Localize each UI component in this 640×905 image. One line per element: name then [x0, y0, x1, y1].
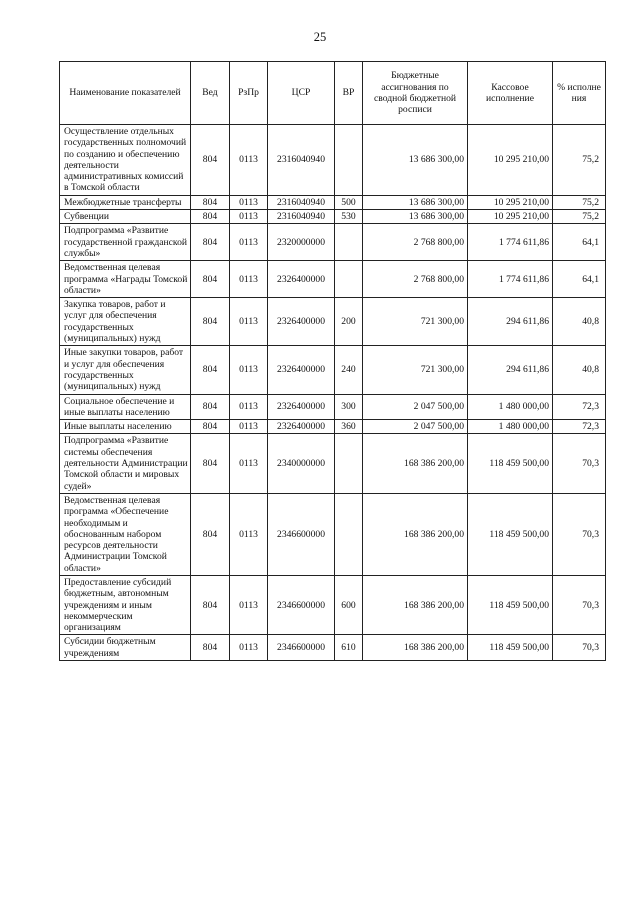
row-name: Ведомственная целевая программа «Награды Томской области» — [60, 261, 191, 298]
row-percent: 64,1 — [553, 261, 606, 298]
row-percent: 72,3 — [553, 394, 606, 420]
row-vr — [335, 125, 363, 196]
row-name: Субвенции — [60, 210, 191, 224]
row-percent: 75,2 — [553, 210, 606, 224]
row-ved: 804 — [191, 298, 230, 346]
row-budget: 721 300,00 — [363, 346, 468, 394]
header-rzpr: РзПр — [230, 62, 268, 125]
row-cash: 10 295 210,00 — [468, 210, 553, 224]
table-row — [60, 493, 606, 575]
row-csr: 2346600000 — [268, 575, 335, 634]
row-cash: 1 774 611,86 — [468, 261, 553, 298]
row-name: Иные выплаты населению — [60, 420, 191, 434]
row-rzpr: 0113 — [230, 210, 268, 224]
row-rzpr: 0113 — [230, 394, 268, 420]
row-csr: 2316040940 — [268, 195, 335, 209]
table-row — [60, 394, 606, 420]
row-csr: 2346600000 — [268, 493, 335, 575]
header-csr: ЦСР — [268, 62, 335, 125]
row-budget: 13 686 300,00 — [363, 195, 468, 209]
row-csr: 2340000000 — [268, 434, 335, 493]
row-rzpr: 0113 — [230, 493, 268, 575]
table-row — [60, 434, 606, 493]
row-ved: 804 — [191, 394, 230, 420]
budget-table — [59, 61, 606, 661]
row-ved: 804 — [191, 420, 230, 434]
row-vr: 360 — [335, 420, 363, 434]
row-vr: 300 — [335, 394, 363, 420]
table-row — [60, 224, 606, 261]
row-csr: 2326400000 — [268, 298, 335, 346]
row-ved: 804 — [191, 261, 230, 298]
row-csr: 2316040940 — [268, 210, 335, 224]
header-ved: Вед — [191, 62, 230, 125]
row-rzpr: 0113 — [230, 261, 268, 298]
row-rzpr: 0113 — [230, 224, 268, 261]
row-name: Ведомственная целевая программа «Обеспечение необходимым и обоснованным набором ресурсов деятельности Администрации Томской области» — [60, 493, 191, 575]
row-ved: 804 — [191, 210, 230, 224]
table-row — [60, 298, 606, 346]
row-ved: 804 — [191, 224, 230, 261]
row-rzpr: 0113 — [230, 635, 268, 661]
table-row — [60, 420, 606, 434]
table-row — [60, 210, 606, 224]
row-csr: 2346600000 — [268, 635, 335, 661]
row-rzpr: 0113 — [230, 195, 268, 209]
row-rzpr: 0113 — [230, 420, 268, 434]
row-cash: 118 459 500,00 — [468, 575, 553, 634]
row-percent: 40,8 — [553, 298, 606, 346]
row-ved: 804 — [191, 125, 230, 196]
table-row — [60, 261, 606, 298]
row-rzpr: 0113 — [230, 575, 268, 634]
row-csr: 2320000000 — [268, 224, 335, 261]
row-cash: 294 611,86 — [468, 298, 553, 346]
row-percent: 72,3 — [553, 420, 606, 434]
row-name: Подпрограмма «Развитие государственной гражданской службы» — [60, 224, 191, 261]
row-budget: 168 386 200,00 — [363, 635, 468, 661]
row-percent: 40,8 — [553, 346, 606, 394]
row-vr: 200 — [335, 298, 363, 346]
row-cash: 1 480 000,00 — [468, 394, 553, 420]
row-percent: 70,3 — [553, 493, 606, 575]
row-cash: 118 459 500,00 — [468, 635, 553, 661]
row-budget: 721 300,00 — [363, 298, 468, 346]
row-budget: 2 047 500,00 — [363, 394, 468, 420]
row-rzpr: 0113 — [230, 125, 268, 196]
row-vr — [335, 493, 363, 575]
row-percent: 70,3 — [553, 434, 606, 493]
table-row — [60, 635, 606, 661]
page-number: 25 — [313, 30, 327, 44]
row-ved: 804 — [191, 346, 230, 394]
table-row — [60, 125, 606, 196]
row-name: Субсидии бюджетным учреждениям — [60, 635, 191, 661]
row-csr: 2326400000 — [268, 261, 335, 298]
row-name: Предоставление субсидий бюджетным, автономным учреждениям и иным некоммерческим организациям — [60, 575, 191, 634]
row-cash: 10 295 210,00 — [468, 195, 553, 209]
row-percent: 70,3 — [553, 575, 606, 634]
row-vr: 530 — [335, 210, 363, 224]
row-cash: 118 459 500,00 — [468, 493, 553, 575]
row-ved: 804 — [191, 575, 230, 634]
row-budget: 168 386 200,00 — [363, 434, 468, 493]
row-ved: 804 — [191, 434, 230, 493]
row-vr: 610 — [335, 635, 363, 661]
header-vr: ВР — [335, 62, 363, 125]
row-name: Иные закупки товаров, работ и услуг для обеспечения государственных (муниципальных) нужд — [60, 346, 191, 394]
row-budget: 13 686 300,00 — [363, 210, 468, 224]
row-csr: 2326400000 — [268, 394, 335, 420]
row-cash: 294 611,86 — [468, 346, 553, 394]
row-vr — [335, 434, 363, 493]
row-budget: 2 768 800,00 — [363, 224, 468, 261]
row-vr: 240 — [335, 346, 363, 394]
row-rzpr: 0113 — [230, 434, 268, 493]
row-vr — [335, 261, 363, 298]
row-budget: 168 386 200,00 — [363, 493, 468, 575]
row-rzpr: 0113 — [230, 346, 268, 394]
row-percent: 75,2 — [553, 125, 606, 196]
row-percent: 75,2 — [553, 195, 606, 209]
row-csr: 2316040940 — [268, 125, 335, 196]
row-budget: 2 047 500,00 — [363, 420, 468, 434]
row-csr: 2326400000 — [268, 346, 335, 394]
row-percent: 64,1 — [553, 224, 606, 261]
row-csr: 2326400000 — [268, 420, 335, 434]
row-cash: 1 480 000,00 — [468, 420, 553, 434]
row-percent: 70,3 — [553, 635, 606, 661]
row-cash: 118 459 500,00 — [468, 434, 553, 493]
header-percent: % исполне ния — [553, 62, 606, 125]
row-name: Межбюджетные трансферты — [60, 195, 191, 209]
row-name: Осуществление отдельных государственных полномочий по созданию и обеспечению деятельности административных комиссий в Томской области — [60, 125, 191, 196]
row-budget: 168 386 200,00 — [363, 575, 468, 634]
row-ved: 804 — [191, 493, 230, 575]
row-vr: 600 — [335, 575, 363, 634]
row-rzpr: 0113 — [230, 298, 268, 346]
row-ved: 804 — [191, 635, 230, 661]
row-vr: 500 — [335, 195, 363, 209]
table-row — [60, 195, 606, 209]
row-name: Закупка товаров, работ и услуг для обеспечения государственных (муниципальных) нужд — [60, 298, 191, 346]
table-row — [60, 346, 606, 394]
row-ved: 804 — [191, 195, 230, 209]
row-cash: 10 295 210,00 — [468, 125, 553, 196]
row-name: Социальное обеспечение и иные выплаты населению — [60, 394, 191, 420]
header-budget: Бюджетные ассигнования по сводной бюджетной росписи — [363, 62, 468, 125]
table-row — [60, 575, 606, 634]
row-vr — [335, 224, 363, 261]
header-cash: Кассовое исполнение — [468, 62, 553, 125]
row-budget: 2 768 800,00 — [363, 261, 468, 298]
row-cash: 1 774 611,86 — [468, 224, 553, 261]
header-name: Наименование показателей — [60, 62, 191, 125]
row-name: Подпрограмма «Развитие системы обеспечения деятельности Администрации Томской области и мировых судей» — [60, 434, 191, 493]
table-header-row — [60, 62, 606, 125]
row-budget: 13 686 300,00 — [363, 125, 468, 196]
